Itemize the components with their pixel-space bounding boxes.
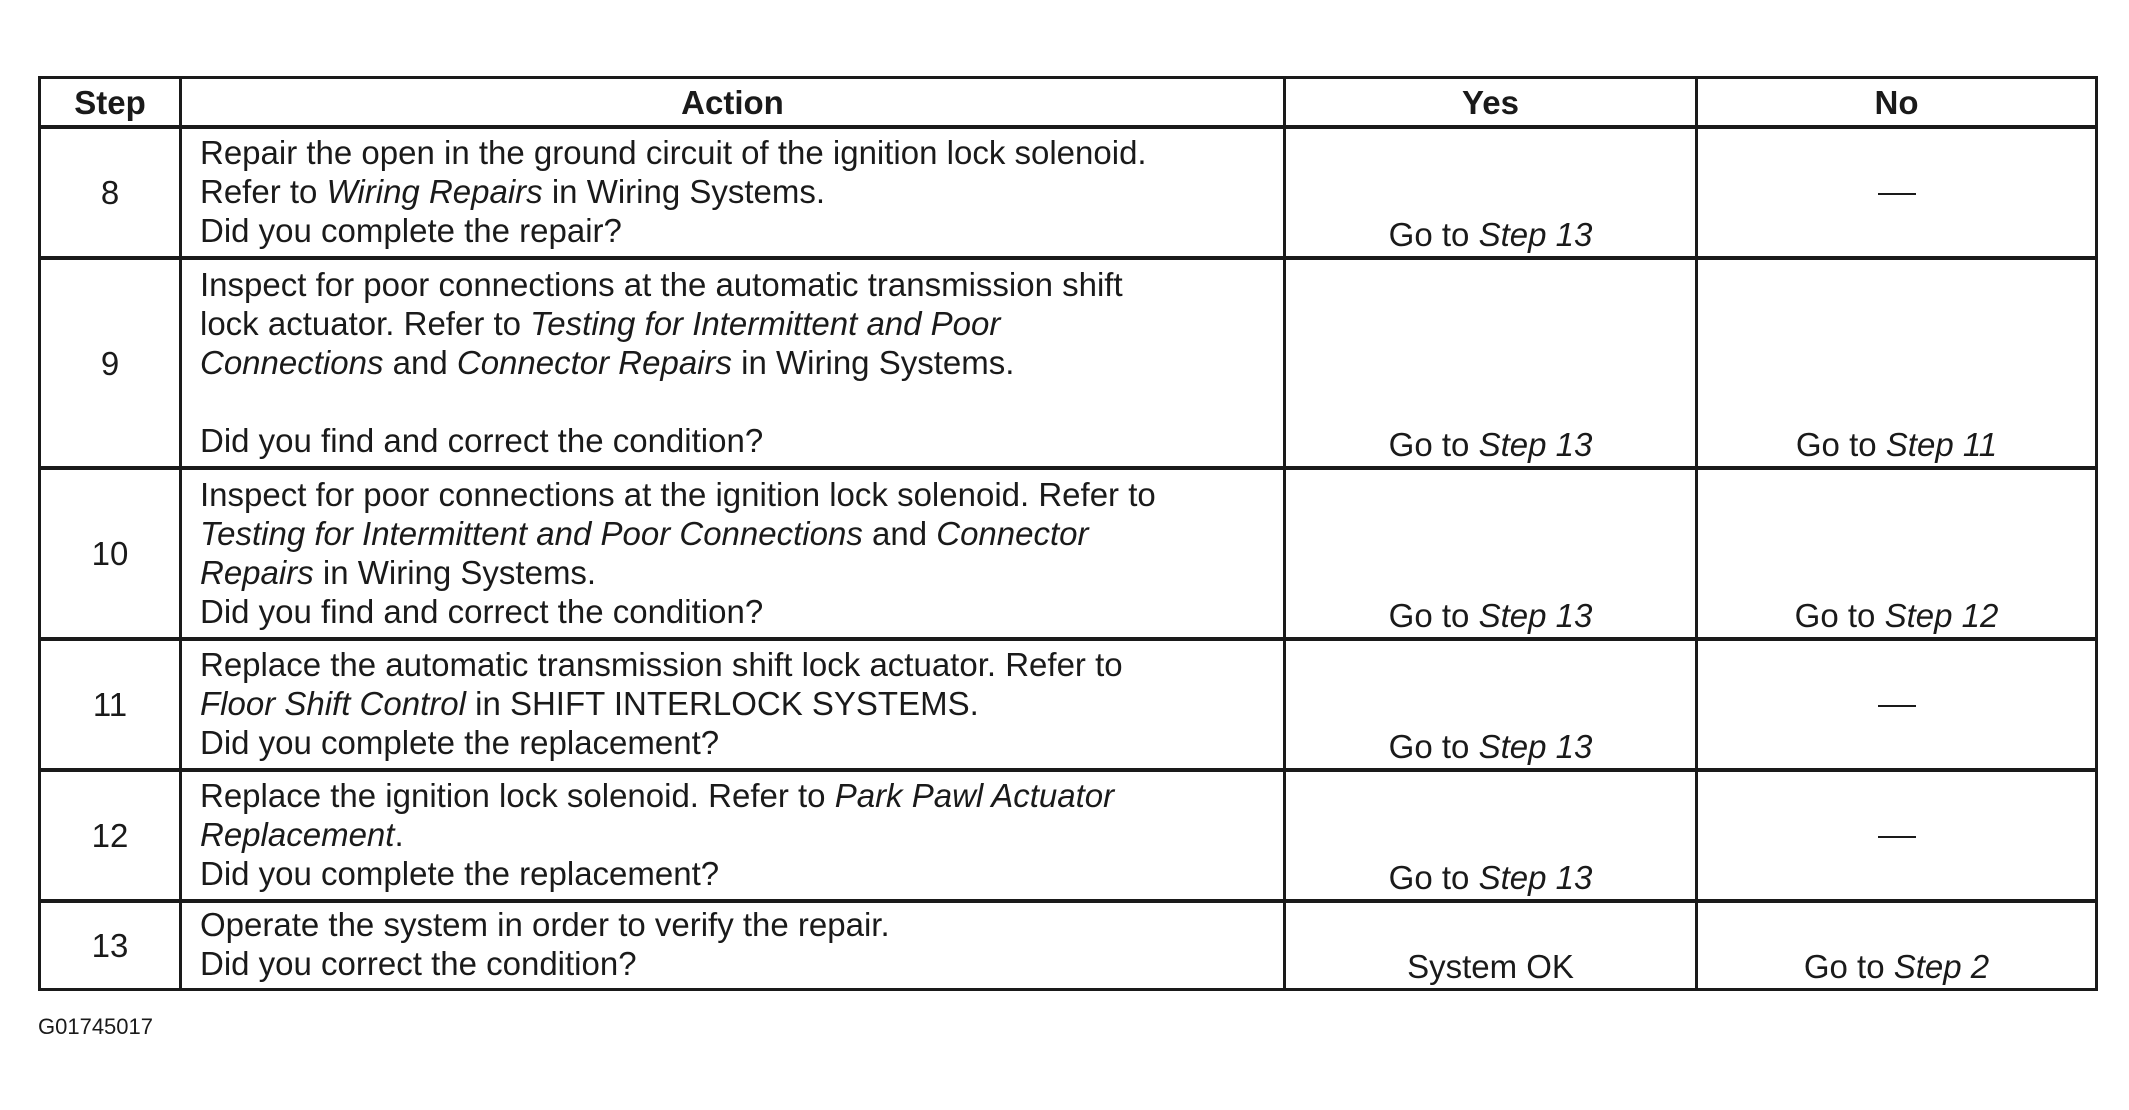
step-number: 13 — [40, 901, 181, 989]
action-question: Did you find and correct the condition? — [200, 421, 764, 459]
table-row — [40, 468, 2097, 639]
no-cell — [1697, 770, 2097, 901]
header-no: No — [1697, 78, 2097, 128]
goto-step-ref: Step 13 — [1478, 859, 1593, 896]
action-line: Replace the automatic transmission shift lock actuator. Refer to — [200, 646, 1123, 683]
yes-cell: Go to Step 13 — [1285, 770, 1697, 901]
reference-link-text: Floor Shift Control — [200, 685, 466, 722]
no-cell: Go to Step 2 — [1697, 901, 2097, 989]
diagnostic-table — [38, 76, 2098, 991]
action-line: Testing for Intermittent and Poor Connections and Connector — [200, 514, 1089, 552]
table-header-row — [40, 78, 2097, 128]
action-line: Operate the system in order to verify the repair. — [200, 906, 890, 944]
figure-id: G01745017 — [38, 1014, 153, 1039]
action-line: Repair the open in the ground circuit of the ignition lock solenoid. — [200, 134, 1147, 171]
goto-step-ref: Step 13 — [1478, 216, 1593, 253]
no-cell: Go to Step 12 — [1697, 468, 2097, 639]
reference-link-text: Connections — [200, 343, 384, 381]
table-row — [40, 127, 2097, 258]
table-row — [40, 770, 2097, 901]
table-row — [40, 258, 2097, 468]
action-question: Did you complete the repair? — [200, 212, 622, 249]
not-applicable-dash — [1878, 705, 1916, 707]
action-line: Inspect for poor connections at the ignition lock solenoid. Refer to — [200, 475, 1156, 513]
action-line: Floor Shift Control in SHIFT INTERLOCK SYSTEMS. — [200, 685, 979, 722]
step-number: 11 — [40, 639, 181, 770]
action-cell — [181, 901, 1285, 989]
reference-link-text: Testing for Intermittent and Poor Connections — [200, 514, 863, 552]
action-cell — [181, 770, 1285, 901]
goto-step-ref: Step 13 — [1478, 426, 1593, 463]
no-cell — [1697, 127, 2097, 258]
yes-cell: System OK — [1285, 901, 1697, 989]
yes-cell: Go to Step 13 — [1285, 639, 1697, 770]
yes-cell: Go to Step 13 — [1285, 468, 1697, 639]
goto-step-ref: Step 11 — [1885, 426, 1998, 463]
not-applicable-dash — [1878, 836, 1916, 838]
action-line: Repairs in Wiring Systems. — [200, 553, 597, 591]
yes-cell: Go to Step 13 — [1285, 258, 1697, 468]
action-question: Did you correct the condition? — [200, 945, 637, 983]
goto-step-ref: Step 12 — [1884, 597, 1999, 634]
step-number: 9 — [40, 258, 181, 468]
table-row — [40, 901, 2097, 989]
action-line: Replace the ignition lock solenoid. Refer to Park Pawl Actuator — [200, 777, 1115, 814]
step-number: 10 — [40, 468, 181, 639]
not-applicable-dash — [1878, 193, 1916, 195]
goto-step-ref: Step 2 — [1893, 947, 1990, 985]
action-question: Did you find and correct the condition? — [200, 592, 764, 630]
action-cell — [181, 468, 1285, 639]
reference-link-text: Connector Repairs — [456, 343, 732, 381]
action-line: Refer to Wiring Repairs in Wiring Systems. — [200, 173, 826, 210]
action-question: Did you complete the replacement? — [200, 855, 720, 892]
step-number: 12 — [40, 770, 181, 901]
action-line: Inspect for poor connections at the automatic transmission shift — [200, 265, 1123, 303]
yes-cell: Go to Step 13 — [1285, 127, 1697, 258]
action-cell — [181, 258, 1285, 468]
reference-link-text: Testing for Intermittent and Poor — [530, 304, 1001, 342]
no-cell — [1697, 639, 2097, 770]
action-line: lock actuator. Refer to Testing for Intermittent and Poor — [200, 304, 1001, 342]
header-action: Action — [181, 78, 1285, 128]
action-question: Did you complete the replacement? — [200, 724, 720, 761]
action-cell — [181, 127, 1285, 258]
step-number: 8 — [40, 127, 181, 258]
reference-link-text: Wiring Repairs — [326, 173, 543, 210]
reference-link-text: Replacement — [200, 816, 395, 853]
goto-step-ref: Step 13 — [1478, 597, 1593, 634]
header-yes: Yes — [1285, 78, 1697, 128]
no-cell: Go to Step 11 — [1697, 258, 2097, 468]
reference-link-text: Park Pawl Actuator — [834, 777, 1115, 814]
action-line: Connections and Connector Repairs in Wiring Systems. — [200, 343, 1015, 381]
reference-link-text: Connector — [936, 514, 1089, 552]
header-step: Step — [40, 78, 181, 128]
table-row — [40, 639, 2097, 770]
goto-step-ref: Step 13 — [1478, 728, 1593, 765]
action-cell — [181, 639, 1285, 770]
reference-link-text: Repairs — [200, 553, 314, 591]
action-line: Replacement. — [200, 816, 404, 853]
